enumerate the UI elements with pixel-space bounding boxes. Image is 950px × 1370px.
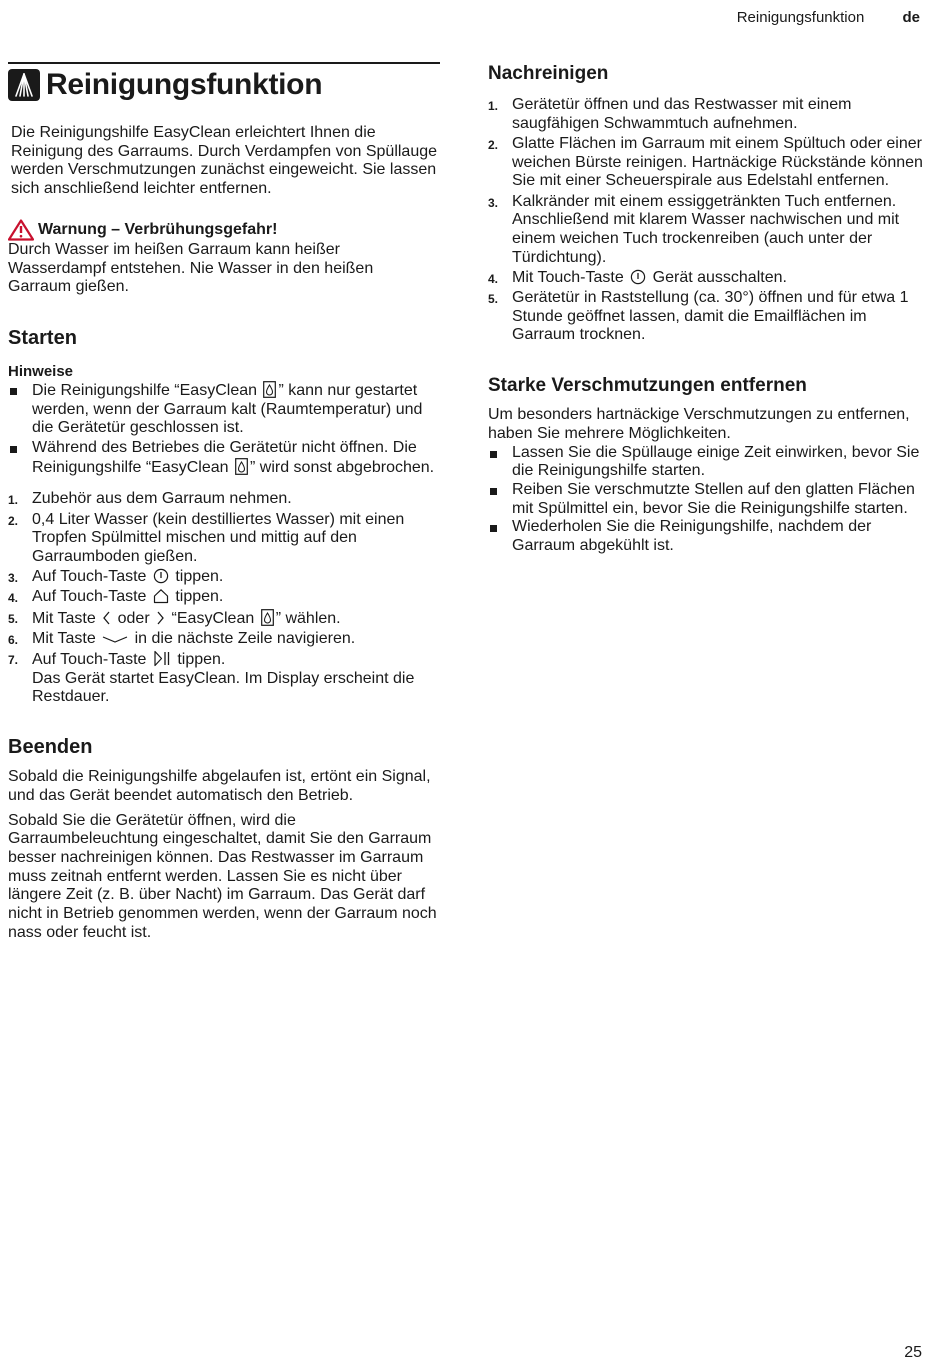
nachreinigen-heading: Nachreinigen bbox=[488, 63, 609, 84]
list-item: 2. 0,4 Liter Wasser (kein destilliertes Wasser) mit einen Tropfen Spülmittel mischen und mittig auf den Garraumboden gießen. bbox=[8, 510, 405, 566]
header-lang: de bbox=[902, 9, 920, 26]
intro-text: Die Reinigungshilfe EasyClean erleichtert Ihnen die Reinigung des Garraums. Durch Verdampfen von Spüllauge werden Verschmutzungen zunächst eingeweicht. Sie lassen sich anschließend leichter entfernen. bbox=[11, 124, 438, 198]
beenden-heading: Beenden bbox=[8, 736, 93, 759]
hinweise-heading: Hinweise bbox=[8, 362, 74, 380]
warning-text: Durch Wasser im heißen Garraum kann heißer Wasserdampf entstehen. Nie Wasser in den heißen Garraum gießen. bbox=[8, 240, 374, 296]
starten-steps bbox=[8, 490, 440, 707]
list-item: 4. Mit Touch-Taste Gerät ausschalten. bbox=[488, 268, 787, 286]
list-item: 1. Zubehör aus dem Garraum nehmen. bbox=[8, 490, 292, 508]
power-icon bbox=[153, 568, 169, 584]
page-title-row bbox=[8, 68, 440, 102]
warning-block bbox=[8, 219, 440, 297]
warning-heading-row bbox=[8, 219, 440, 241]
cleaning-icon bbox=[8, 69, 40, 101]
header-section: Reinigungsfunktion bbox=[736, 9, 865, 26]
power-icon bbox=[630, 269, 646, 285]
easyclean-icon bbox=[263, 381, 276, 398]
list-item: 1. Gerätetür öffnen und das Restwasser mit einem saugfähigen Schwammtuch aufnehmen. bbox=[488, 96, 852, 132]
nachreinigen-steps bbox=[488, 96, 928, 345]
chevron-left-icon bbox=[102, 610, 111, 626]
starten-heading: Starten bbox=[8, 326, 77, 349]
play-pause-icon bbox=[153, 650, 171, 667]
list-item: 6. Mit Taste in die nächste Zeile navigieren. bbox=[8, 629, 356, 647]
page-title: Reinigungsfunktion bbox=[46, 68, 323, 101]
list-item: Reiben Sie verschmutzte Stellen auf den glatten Flächen mit Spülmittel ein, bevor Sie die Reinigungshilfe starten. bbox=[488, 481, 928, 518]
easyclean-icon bbox=[261, 609, 274, 626]
warning-icon bbox=[8, 219, 34, 241]
hinweise-list bbox=[8, 381, 440, 478]
list-item: Die Reinigungshilfe “EasyClean ” kann nur gestartet werden, wenn der Garraum kalt (Raumtemperatur) und die Gerätetür geschlossen ist. bbox=[8, 381, 440, 438]
list-item: 5. Gerätetür in Raststellung (ca. 30°) öffnen und für etwa 1 Stunde geöffnet lassen, damit die Emailflächen im Garraum trocknen. bbox=[488, 289, 909, 344]
list-item: Wiederholen Sie die Reinigungshilfe, nachdem der Garraum abgekühlt ist. bbox=[488, 518, 928, 555]
home-icon bbox=[153, 588, 169, 604]
starke-intro: Um besonders hartnäckige Verschmutzungen zu entfernen, haben Sie mehrere Möglichkeiten. bbox=[488, 406, 910, 442]
beenden-text-2: Sobald Sie die Gerätetür öffnen, wird die Garraumbeleuchtung eingeschaltet, damit Sie den Garraum besser nachreinigen können. Das Restwasser im Garraum muss zeitnah entfernt werden. Lassen Sie es nicht über längere Zeit (z. B. über Nacht) im Garraum. Das Gerät darf nicht in Betrieb genommen werden, wenn der Garraum noch nass oder feucht ist. bbox=[8, 811, 437, 941]
list-item: 2. Glatte Flächen im Garraum mit einem Spültuch oder einer weichen Bürste reinigen. Hartnäckige Rückstände können Sie mit einer Scheuerspirale aus Edelstahl entfernen. bbox=[488, 134, 923, 190]
list-item: Während des Betriebes die Gerätetür nicht öffnen. Die Reinigungshilfe “EasyClean ” wird sonst abgebrochen. bbox=[8, 439, 440, 477]
title-rule bbox=[8, 62, 440, 64]
chevron-right-icon bbox=[156, 610, 165, 626]
list-item: Lassen Sie die Spüllauge einige Zeit einwirken, bevor Sie die Reinigungshilfe starten. bbox=[488, 444, 928, 481]
starke-list bbox=[488, 444, 928, 556]
page-header bbox=[737, 9, 920, 26]
list-item: 4. Auf Touch-Taste tippen. bbox=[8, 588, 224, 606]
chevron-down-icon bbox=[102, 634, 128, 646]
page-number: 25 bbox=[904, 1344, 922, 1361]
easyclean-icon bbox=[235, 458, 248, 475]
list-item: 5. Mit Taste oder “EasyClean ” wählen. bbox=[8, 609, 341, 627]
left-column bbox=[8, 62, 440, 943]
beenden-text-1: Sobald die Reinigungshilfe abgelaufen ist, ertönt ein Signal, und das Gerät beendet automatisch den Betrieb. bbox=[8, 768, 431, 804]
list-item: 7. Auf Touch-Taste tippen. Das Gerät startet EasyClean. Im Display erscheint die Restdauer. bbox=[8, 651, 415, 706]
right-column bbox=[488, 62, 928, 556]
list-item: 3. Kalkränder mit einem essiggetränkten Tuch entfernen. Anschließend mit klarem Wasser nachwischen und mit einem weichen Tuch trockenreiben (auch unter der Türdichtung). bbox=[488, 192, 900, 266]
list-item: 3. Auf Touch-Taste tippen. bbox=[8, 568, 224, 586]
starke-heading: Starke Verschmutzungen entfernen bbox=[488, 375, 807, 397]
warning-heading: Warnung – Verbrühungsgefahr! bbox=[38, 221, 278, 239]
